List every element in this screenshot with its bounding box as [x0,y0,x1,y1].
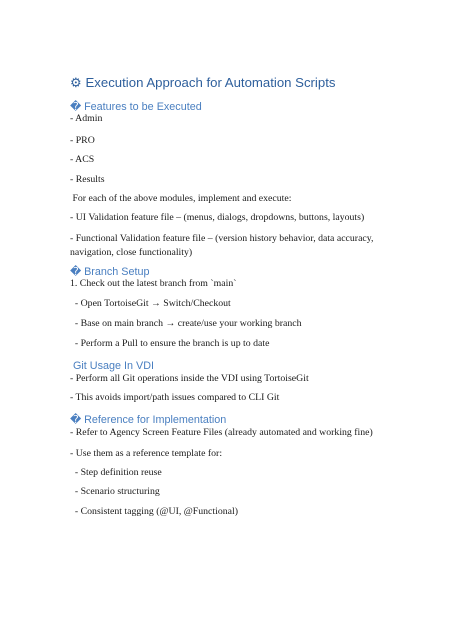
reference-substep: - Scenario structuring [70,486,160,497]
doc-title: ⚙ Execution Approach for Automation Scripts [70,75,336,90]
branch-step-1: 1. Check out the latest branch from `main` [70,278,237,289]
reference-substep: - Consistent tagging (@UI, @Functional) [70,506,238,517]
branch-substep: - Base on main branch → create/use your working branch [70,318,302,329]
feature-item-admin: - Admin [70,113,103,124]
feature-item-acs: - ACS [70,154,95,165]
feature-item-pro: - PRO [70,135,95,146]
functional-validation-line: - Functional Validation feature file – (version history behavior, data accuracy, navigation, close functionality) [70,233,374,258]
features-intro: For each of the above modules, implement and execute: [70,193,292,204]
branch-substep: - Perform a Pull to ensure the branch is up to date [70,338,270,349]
git-line: - Perform all Git operations inside the VDI using TortoiseGit [70,373,309,384]
branch-heading: � Branch Setup [70,266,150,278]
git-line: - This avoids import/path issues compared to CLI Git [70,392,280,403]
feature-item-results: - Results [70,174,105,185]
reference-line: - Use them as a reference template for: [70,448,223,459]
git-heading: Git Usage In VDI [70,360,155,372]
reference-heading: � Reference for Implementation [70,414,227,426]
ui-validation-line: - UI Validation feature file – (menus, dialogs, dropdowns, buttons, layouts) [70,212,365,223]
branch-substep: - Open TortoiseGit → Switch/Checkout [70,298,231,309]
reference-substep: - Step definition reuse [70,467,162,478]
features-heading: � Features to be Executed [70,101,202,113]
reference-line: - Refer to Agency Screen Feature Files (already automated and working fine) [70,427,373,438]
